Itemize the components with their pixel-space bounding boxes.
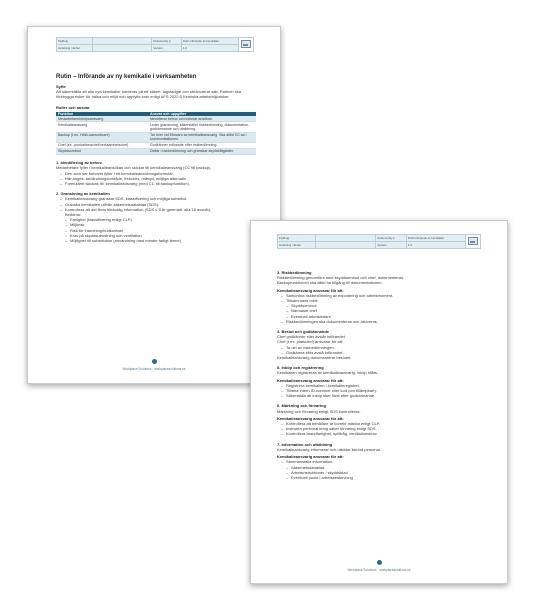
list-item: – Registrera kemikalien i kemikalieregistret. xyxy=(286,383,485,388)
section-3-sublist xyxy=(277,303,485,319)
page-2-content xyxy=(277,265,485,480)
list-item: – Miljörisk xyxy=(70,222,256,227)
list-item: – Närmaste chef xyxy=(291,308,485,313)
section-2-list xyxy=(56,196,256,212)
header-doc-value: Rutin införande av kemikalier xyxy=(407,235,466,242)
section-3-text-1: Riskbedömning genomförs med skyddsombud och chef; dokumenteras. xyxy=(277,275,405,281)
section-5-title: 5. Inköp och registrering xyxy=(277,365,324,371)
table-cell: Backup (t.ex. HMA-samordnare) xyxy=(56,132,148,142)
section-3-title: 3. Riskbedömning xyxy=(277,270,312,275)
page-1-content xyxy=(56,69,256,243)
page-footer: Workplace Solutions · workplacesolutions.se xyxy=(122,367,186,371)
section-1-title: 1. Identifiering av behov xyxy=(56,160,102,166)
roles-table xyxy=(56,112,256,155)
document-title: Rutin – Införande av ny kemikalie i verksamheten xyxy=(56,74,197,80)
section-4-text-2: Chef (t.ex. platschef) ansvarar för att: xyxy=(277,339,344,345)
header-doc-label: Dokumentty p xyxy=(152,38,182,45)
list-item: – Granska kemikalien utifrån säkerhetsdatablad (SDS). xyxy=(65,202,256,207)
header-prefix: Flyttbug xyxy=(278,235,316,242)
section-6-text: Märkning och förvaring enligt SDS kontrolleras. xyxy=(277,408,361,414)
list-item: – Krav på skyddsutrustning och ventilation xyxy=(70,233,256,238)
list-item: – Sammanställa information: xyxy=(286,459,485,464)
section-6-responsibility: Kemikalieansvarig ansvarar för att: xyxy=(277,415,344,421)
table-cell: Medarbetare/inköpsansvarig xyxy=(56,116,148,122)
list-item: – Säkerhetsdatablad xyxy=(291,465,485,470)
syfte-heading: Syfte xyxy=(56,84,66,89)
list-item: – Skyddsombud xyxy=(291,303,485,308)
header-version-label: Version xyxy=(152,45,182,52)
table-cell: Deltar i riskbedömning och granskar skyddsåtgärder. xyxy=(148,149,256,155)
list-item: – Möjlighet till substitution (användning med mindre farligt ämne) xyxy=(70,238,256,243)
section-2-title: 2. Granskning av kemikalien xyxy=(56,191,110,197)
list-item: – Riskbedömningen ska dokumenteras och arkiveras. xyxy=(286,319,485,324)
header-doc-value: Rutin införande av kemikalier xyxy=(181,38,238,45)
roles-col-responsibility: Ansvar och uppgifter xyxy=(148,112,256,116)
section-4-text-1: Chef godkänner eller avslår införandet. xyxy=(277,334,346,340)
table-cell: Leder granskning, säkerställer riskbedömning, dokumentation, godkännande och utbildning. xyxy=(148,122,256,132)
section-7-sublist xyxy=(277,465,485,481)
section-6-list xyxy=(277,421,485,437)
section-7-text: Kemikalieansvarig informerar och utbildar berörd personal. xyxy=(277,446,381,452)
section-5-text: Kemikalien registreras av kemikalieansvarig, inköp tillåts. xyxy=(277,370,378,376)
list-item: – Farlighet (klassificering enligt CLP) xyxy=(70,217,256,222)
list-item: – Den som ser behovet fyller i ett kemikalieansökningsformulär. xyxy=(65,171,256,176)
roles-col-function: Funktion xyxy=(56,112,148,116)
page-header-table xyxy=(277,234,481,249)
section-1-text: Medarbetare fyller i kemikalieansökan och skickar till kemikalieansvarig (CC till backup). xyxy=(56,165,212,171)
document-page-1 xyxy=(27,26,281,384)
list-item: – Kontrollera att det finns tillräcklig information (SDS ≤ 5 år gammalt, alla 16 avsnitt). xyxy=(65,207,256,212)
table-cell: Kemikalieansvarig xyxy=(56,122,148,132)
list-item: – Tillsammans med: xyxy=(286,298,485,303)
section-3-text-2: Backupfunktionen ska alltid ha tillgång till dokumentationen. xyxy=(277,280,383,286)
list-item: – Arbetsinstruktioner / skyddsblad xyxy=(291,470,485,475)
section-4-list xyxy=(277,345,485,355)
table-cell: Chef (ex. produktionschef/verksamhetschef) xyxy=(56,142,148,148)
list-item: – Ta del av riskbedömningen. xyxy=(286,345,485,350)
list-item: – Kontrollera brandfarlighet, spilltråg, ventilationskrav. xyxy=(286,431,485,436)
section-3-responsibility: Kemikalieansvarig ansvarar för att: xyxy=(277,287,344,293)
footer-logo-icon xyxy=(152,359,157,364)
section-1-list xyxy=(56,171,256,187)
page-footer: Workplace Solutions · workplacesolutions.se xyxy=(347,568,411,572)
list-item: – Instruera personal kring säker förvaring enligt SDS. xyxy=(286,426,485,431)
list-item: – Säkerställa att inköp sker först efter godkännande. xyxy=(286,393,485,398)
image-icon xyxy=(468,237,478,245)
section-2-bedom: Bedöma: xyxy=(65,211,82,217)
section-5-responsibility: Kemikalieansvarig ansvarar för att: xyxy=(277,377,344,383)
list-item: – Kemikalieansvarig granskar SDS, klassificering och möjliga substitut. xyxy=(65,196,256,201)
syfte-text: Att säkerställa att alla nya kemikalier hanteras på ett säkert, lagstadgat och strukturerat sätt. Rutinen ska förebygga risker för hälsa och miljö och uppfylla krav enligt AFS 2022:5 Kemiska arbetsmiljörisker. xyxy=(56,89,241,100)
section-2-sublist xyxy=(56,217,256,243)
section-3-list xyxy=(277,293,485,303)
section-7-title: 7. Information och utbildning xyxy=(277,441,333,447)
section-4-text-3: Kemikalieansvarig dokumenterar beslutet. xyxy=(277,355,352,361)
list-item: – Samordna riskbedömning av exponering och arbetsmoment. xyxy=(286,293,485,298)
table-row xyxy=(56,149,256,155)
table-row xyxy=(56,132,256,142)
header-subtitle: Avdelning / Enhet xyxy=(278,242,316,249)
list-item: – Formuläret skickas till: kemikalieansvarig (med CC till backupfunktion). xyxy=(65,181,256,186)
image-icon xyxy=(241,40,251,48)
table-cell: Godkänner införande efter riskbedömning. xyxy=(148,142,256,148)
document-page-2 xyxy=(250,220,508,584)
header-version-value: 1.0 xyxy=(181,45,238,52)
header-doc-label: Dokumentty p xyxy=(376,235,407,242)
list-item: – Kontrollera att behållare är korrekt märkta enligt CLP. xyxy=(286,421,485,426)
header-subtitle: Avdelning / Enhet xyxy=(57,45,93,52)
header-prefix: Flyttbug xyxy=(57,38,93,45)
section-7-responsibility: Kemikalieansvarig ansvarar för att: xyxy=(277,454,344,460)
table-cell: Identifierar behov och initierar ansökan. xyxy=(148,116,256,122)
section-5-list xyxy=(277,383,485,399)
table-row xyxy=(56,122,256,132)
company-logo xyxy=(239,38,254,52)
roles-heading: Roller och ansvar xyxy=(56,104,90,110)
company-logo xyxy=(466,235,481,249)
section-4-title: 4. Beslut och godkännande xyxy=(277,329,330,335)
footer-logo-icon xyxy=(377,560,382,565)
header-version-label: Version xyxy=(376,242,407,249)
table-cell: Skyddsombud xyxy=(56,149,148,155)
list-item: – Här anges: användningsområde, frekvens, mängd, möjliga alternativ. xyxy=(65,176,256,181)
list-item: – Tilldela intern ID-nummer eller kod (om tillämpbart). xyxy=(286,388,485,393)
list-item: – Eventuell punkt i arbetsbeskrivning xyxy=(291,475,485,480)
header-version-value: 1.0 xyxy=(407,242,466,249)
page-header-table xyxy=(56,37,254,52)
list-item: – Eventuell arbetsledare xyxy=(291,314,485,319)
section-6-title: 6. Märkning och förvaring xyxy=(277,403,326,409)
list-item: – Risk för inandning/hudkontakt xyxy=(70,228,256,233)
list-item: – Godkänna eller avslå införandet. xyxy=(286,350,485,355)
table-cell: Tar över vid frånvaro av kemikalieansvarig. Ska alltid CC:as i kommunikationen. xyxy=(148,132,256,142)
section-3-list-end xyxy=(277,319,485,324)
